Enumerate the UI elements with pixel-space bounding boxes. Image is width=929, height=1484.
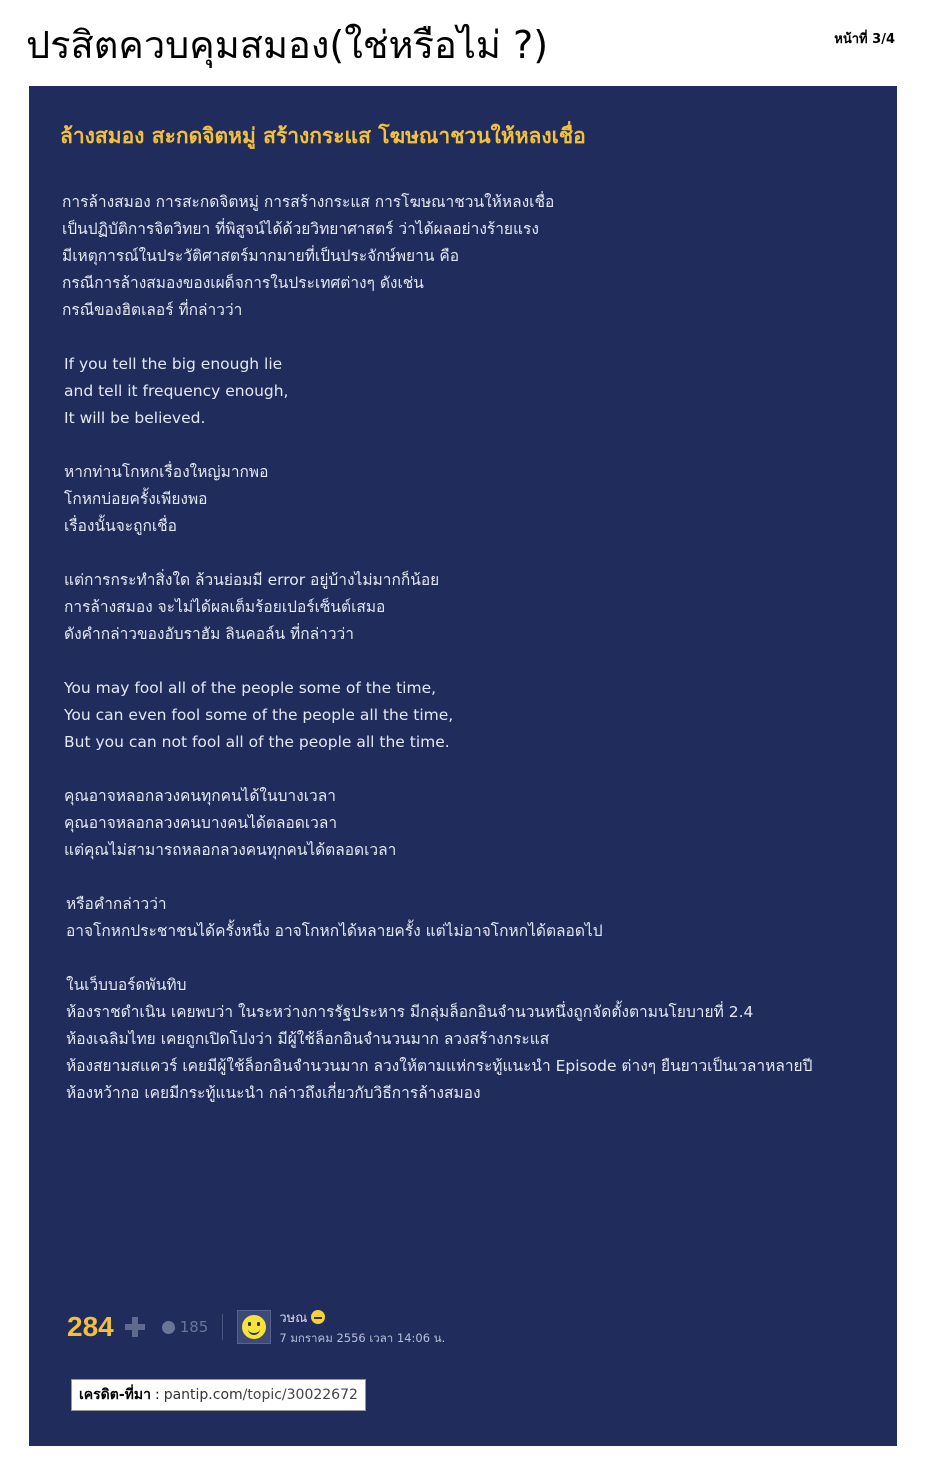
text-line: ห้องราชดำเนิน เคยพบว่า ในระหว่างการรัฐประหาร มีกลุ่มล็อกอินจำนวนหนึ่งถูกจัดตั้งตามนโยบายที่ 2.4 — [66, 1003, 754, 1021]
credit-label: เครดิต-ที่มา — [79, 1387, 151, 1403]
author-name[interactable]: วษณ — [279, 1310, 308, 1326]
post-timestamp: 7 มกราคม 2556 เวลา 14:06 น. — [279, 1330, 446, 1345]
paragraph — [64, 567, 877, 648]
page-title: ปรสิตควบคุมสมอง(ใช่หรือไม่ ?) — [26, 23, 549, 67]
divider — [222, 1314, 223, 1340]
text-line: โกหกบ่อยครั้งเพียงพอ — [64, 490, 208, 508]
text-line: หรือคำกล่าวว่า — [66, 895, 167, 913]
text-line: But you can not fool all of the people all the time. — [64, 733, 450, 751]
paragraph — [64, 351, 877, 432]
text-line: ห้องเฉลิมไทย เคยถูกเปิดโปงว่า มีผู้ใช้ล็อกอินจำนวนมาก ลวงสร้างกระแส — [66, 1030, 550, 1048]
credit-box — [71, 1379, 366, 1411]
paragraph — [62, 189, 877, 324]
paragraph — [66, 972, 877, 1107]
text-line: อาจโกหกประชาชนได้ครั้งหนึ่ง อาจโกหกได้หลายครั้ง แต่ไม่อาจโกหกได้ตลอดไป — [66, 922, 603, 940]
post-footer — [67, 1307, 567, 1347]
vote-count: 284 — [67, 1311, 114, 1342]
text-line: เรื่องนั้นจะถูกเชื่อ — [64, 517, 177, 535]
text-line: It will be believed. — [64, 409, 206, 427]
author-row — [279, 1307, 445, 1328]
page-number: หน้าที่ 3/4 — [834, 32, 895, 47]
text-line: You may fool all of the people some of the time, — [64, 679, 437, 697]
paragraph — [64, 675, 877, 756]
text-line: ในเว็บบอร์ดพันทิบ — [66, 976, 187, 994]
text-line: การล้างสมอง การสะกดจิตหมู่ การสร้างกระแส การโฆษณาชวนให้หลงเชื่อ — [62, 193, 555, 211]
text-line: มีเหตุการณ์ในประวัติศาสตร์มากมายที่เป็นประจักษ์พยาน คือ — [62, 247, 460, 265]
credit-separator: : — [154, 1387, 160, 1403]
post-heading: ล้างสมอง สะกดจิตหมู่ สร้างกระแส โฆษณาชวนให้หลงเชื่อ — [60, 124, 586, 148]
text-line: เป็นปฏิบัติการจิตวิทยา ที่พิสูจน์ได้ด้วยวิทยาศาสตร์ ว่าได้ผลอย่างร้ายแรง — [62, 220, 539, 238]
avatar[interactable] — [237, 1310, 271, 1344]
text-line: and tell it frequency enough, — [64, 382, 289, 400]
text-line: การล้างสมอง จะไม่ได้ผลเต็มร้อยเปอร์เซ็นต์เสมอ — [64, 598, 386, 616]
credit-link-path[interactable]: /topic/30022672 — [242, 1387, 358, 1403]
emotion-icon[interactable] — [162, 1321, 175, 1334]
text-line: หากท่านโกหกเรื่องใหญ่มากพอ — [64, 463, 269, 481]
paragraph — [66, 891, 877, 945]
paragraph — [64, 783, 877, 864]
paragraph — [64, 459, 877, 540]
text-line: กรณีของฮิตเลอร์ ที่กล่าวว่า — [62, 301, 243, 319]
post-panel — [29, 86, 897, 1446]
text-line: คุณอาจหลอกลวงคนทุกคนได้ในบางเวลา — [64, 787, 336, 805]
text-line: แต่การกระทำสิ่งใด ล้วนย่อมมี error อยู่บ้างไม่มากก็น้อย — [64, 571, 440, 589]
text-line: You can even fool some of the people all the time, — [64, 706, 454, 724]
text-line: ห้องหว้ากอ เคยมีกระทู้แนะนำ กล่าวถึงเกี่ยวกับวิธีการล้างสมอง — [66, 1084, 481, 1102]
smiley-avatar-icon — [242, 1315, 266, 1339]
text-line: คุณอาจหลอกลวงคนบางคนได้ตลอดเวลา — [64, 814, 338, 832]
text-line: แต่คุณไม่สามารถหลอกลวงคนทุกคนได้ตลอดเวลา — [64, 841, 397, 859]
author-info — [279, 1307, 445, 1348]
text-line: If you tell the big enough lie — [64, 355, 283, 373]
text-line: ดังคำกล่าวของอับราฮัม ลินคอล์น ที่กล่าวว่า — [64, 625, 354, 643]
emotion-count: 185 — [179, 1318, 209, 1336]
emoji-badge-icon — [311, 1310, 325, 1324]
credit-link-host[interactable]: pantip.com — [163, 1387, 243, 1403]
text-line: กรณีการล้างสมองของเผด็จการในประเทศต่างๆ ดังเช่น — [62, 274, 424, 292]
post-body — [62, 189, 877, 1134]
plus-icon[interactable] — [124, 1316, 146, 1338]
text-line: ห้องสยามสแควร์ เคยมีผู้ใช้ล็อกอินจำนวนมาก ลวงให้ตามแห่กระทู้แนะนำ Episode ต่างๆ ยืนยาวเป็นเวลาหลายปี — [66, 1057, 813, 1075]
